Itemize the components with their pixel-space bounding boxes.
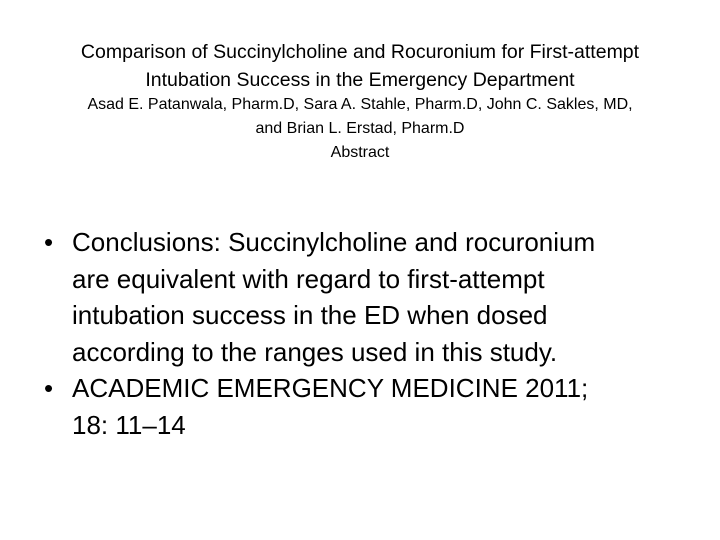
bullet-mark: • (44, 373, 54, 403)
bullet-citation (44, 370, 684, 443)
bullet-mark: • (44, 227, 54, 257)
slide-title (30, 38, 690, 94)
authors-line-2: and Brian L. Erstad, Pharm.D (255, 120, 465, 137)
bullet-line: ACADEMIC EMERGENCY MEDICINE 2011; (72, 373, 589, 403)
bullet-line: 18: 11–14 (72, 409, 186, 440)
bullet-list (44, 224, 684, 443)
title-line-1: Comparison of Succinylcholine and Rocuronium for First-attempt (80, 41, 640, 63)
bullet-conclusions (44, 224, 684, 370)
bullet-line: intubation success in the ED when dosed (72, 300, 548, 330)
bullet-line: Conclusions: Succinylcholine and rocuronium (72, 227, 596, 257)
authors-line-1: Asad E. Patanwala, Pharm.D, Sara A. Stahle, Pharm.D, John C. Sakles, MD, (87, 96, 633, 113)
bullet-line: according to the ranges used in this study. (72, 336, 558, 367)
authors-block (30, 93, 690, 165)
bullet-line: are equivalent with regard to first-attempt (72, 263, 545, 294)
abstract-label: Abstract (330, 144, 390, 161)
title-line-2: Intubation Success in the Emergency Department (145, 69, 575, 91)
